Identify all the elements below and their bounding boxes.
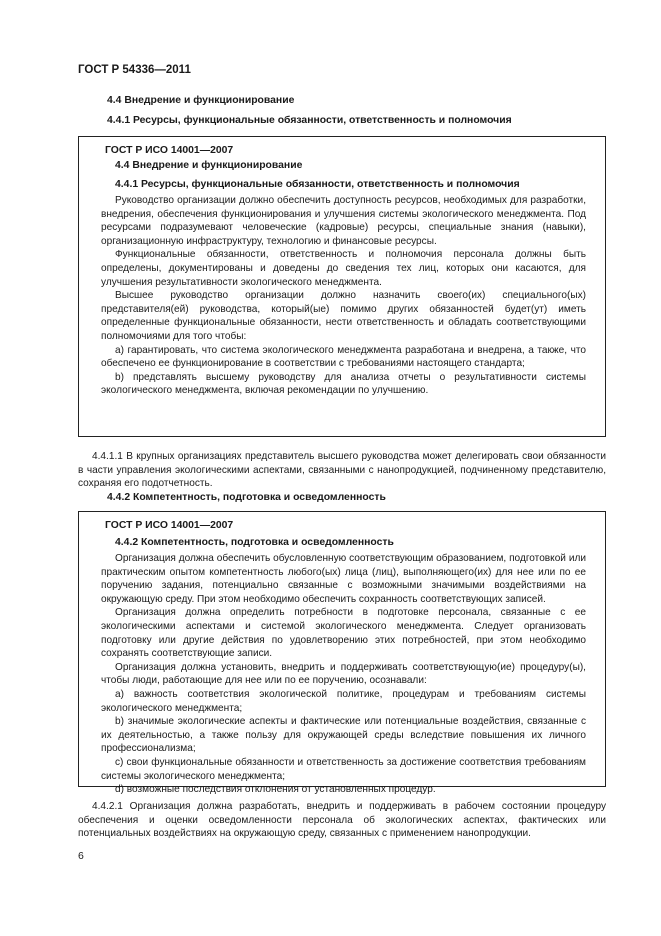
list-item: а) важность соответствия экологической политике, процедурам и требованиям системы экологического менеджмента; bbox=[101, 688, 586, 714]
paragraph: Организация должна обеспечить обусловленную соответствующим образованием, подготовкой или практическим опытом компетентность любого(ых) лица (лиц), выполняющего(их) для нее или по ее поручению задания, потенциально связанные с возможными значимыми воздействиями на окружающую среду. При этом необходимо обеспечить сохранность соответствующих записей. bbox=[101, 553, 586, 605]
list-item: c) свои функциональные обязанности и ответственность за достижение соответствия требованиям системы экологического менеджмента; bbox=[101, 756, 586, 782]
paragraph: 4.4.1.1 В крупных организациях представитель высшего руководства может делегировать свои обязанности в части управления экологическими аспектами, связанными с нанопродукцией, подчиненному представителю, сохраняя его подотчетность. bbox=[78, 451, 606, 490]
paragraph: Функциональные обязанности, ответственность и полномочия персонала должны быть определены, документированы и доведены до сведения тех лиц, которых они касаются, для улучшения результативности экологического менеджмента. bbox=[101, 249, 586, 288]
quote-box-standard-title: ГОСТ Р ИСО 14001—2007 bbox=[105, 145, 234, 156]
quote-box-heading-4-4-2: 4.4.2 Компетентность, подготовка и осведомленность bbox=[115, 537, 394, 548]
section-4-4-2-title: 4.4.2 Компетентность, подготовка и осведомленность bbox=[107, 492, 386, 503]
page-number: 6 bbox=[78, 850, 84, 862]
section-4-4-title: 4.4 Внедрение и функционирование bbox=[107, 95, 295, 106]
paragraph: 4.4.2.1 Организация должна разработать, внедрить и поддерживать в рабочем состоянии процедуру обеспечения и оценки осведомленности персонала об экологических аспектах, фактических или потенциальных воздействиях на окружающую среду, связанных с применением нанопродукции. bbox=[78, 801, 606, 840]
paragraph: Организация должна установить, внедрить и поддерживать соответствующую(ие) процедуру(ы), чтобы люди, работающие для нее или по ее поручению, осознавали: bbox=[101, 661, 586, 687]
quote-box-iso-4-4-2 bbox=[78, 511, 606, 796]
list-item: d) возможные последствия отклонения от установленных процедур. bbox=[115, 784, 436, 796]
document-header: ГОСТ Р 54336—2011 bbox=[78, 64, 191, 76]
list-item: b) значимые экологические аспекты и фактические или потенциальные воздействия, связанные с их деятельностью, а также пользу для окружающей среды вследствие повышения их личного профессионализма; bbox=[101, 716, 586, 755]
list-item: а) гарантировать, что система экологического менеджмента разработана и внедрена, а также, что обеспечено ее функционирование в соответствии с требованиями настоящего стандарта; bbox=[101, 344, 586, 370]
quote-box-body bbox=[101, 552, 586, 797]
list-item: b) представлять высшему руководству для анализа отчеты о результативности системы экологического менеджмента, включая рекомендации по улучшению. bbox=[101, 371, 586, 397]
paragraph-4-4-2-1 bbox=[78, 800, 606, 841]
quote-box-body bbox=[101, 194, 586, 398]
paragraph: Высшее руководство организации должно назначить своего(их) специального(ых) представителя(ей) руководства, который(ые) помимо других обязанностей будет(ут) иметь определенные функциональные обязанности, нести ответственность и обладать соответствующими полномочиями для того чтобы: bbox=[101, 290, 586, 342]
quote-box-standard-title: ГОСТ Р ИСО 14001—2007 bbox=[105, 520, 234, 531]
quote-box-heading-4-4: 4.4 Внедрение и функционирование bbox=[115, 160, 303, 171]
quote-box-heading-4-4-1: 4.4.1 Ресурсы, функциональные обязанности, ответственность и полномочия bbox=[115, 179, 520, 190]
quote-box-iso-4-4 bbox=[78, 136, 606, 437]
paragraph-4-4-1-1 bbox=[78, 450, 606, 491]
section-4-4-1-title: 4.4.1 Ресурсы, функциональные обязанности, ответственность и полномочия bbox=[107, 115, 512, 126]
paragraph: Организация должна определить потребности в подготовке персонала, связанные с ее экологическими аспектами и системой экологического менеджмента. Следует организовать подготовку или другие действия по удовлетворению этих потребностей, при этом необходимо сохранять соответствующие записи. bbox=[101, 607, 586, 660]
paragraph: Руководство организации должно обеспечить доступность ресурсов, необходимых для разработки, внедрения, обеспечения функционирования и улучшения системы экологического менеджмента. Под ресурсами подразумевают человеческие (кадровые) ресурсы, специальные знания (навыки), организационную инфраструктуру, технологию и финансовые ресурсы. bbox=[101, 195, 586, 247]
